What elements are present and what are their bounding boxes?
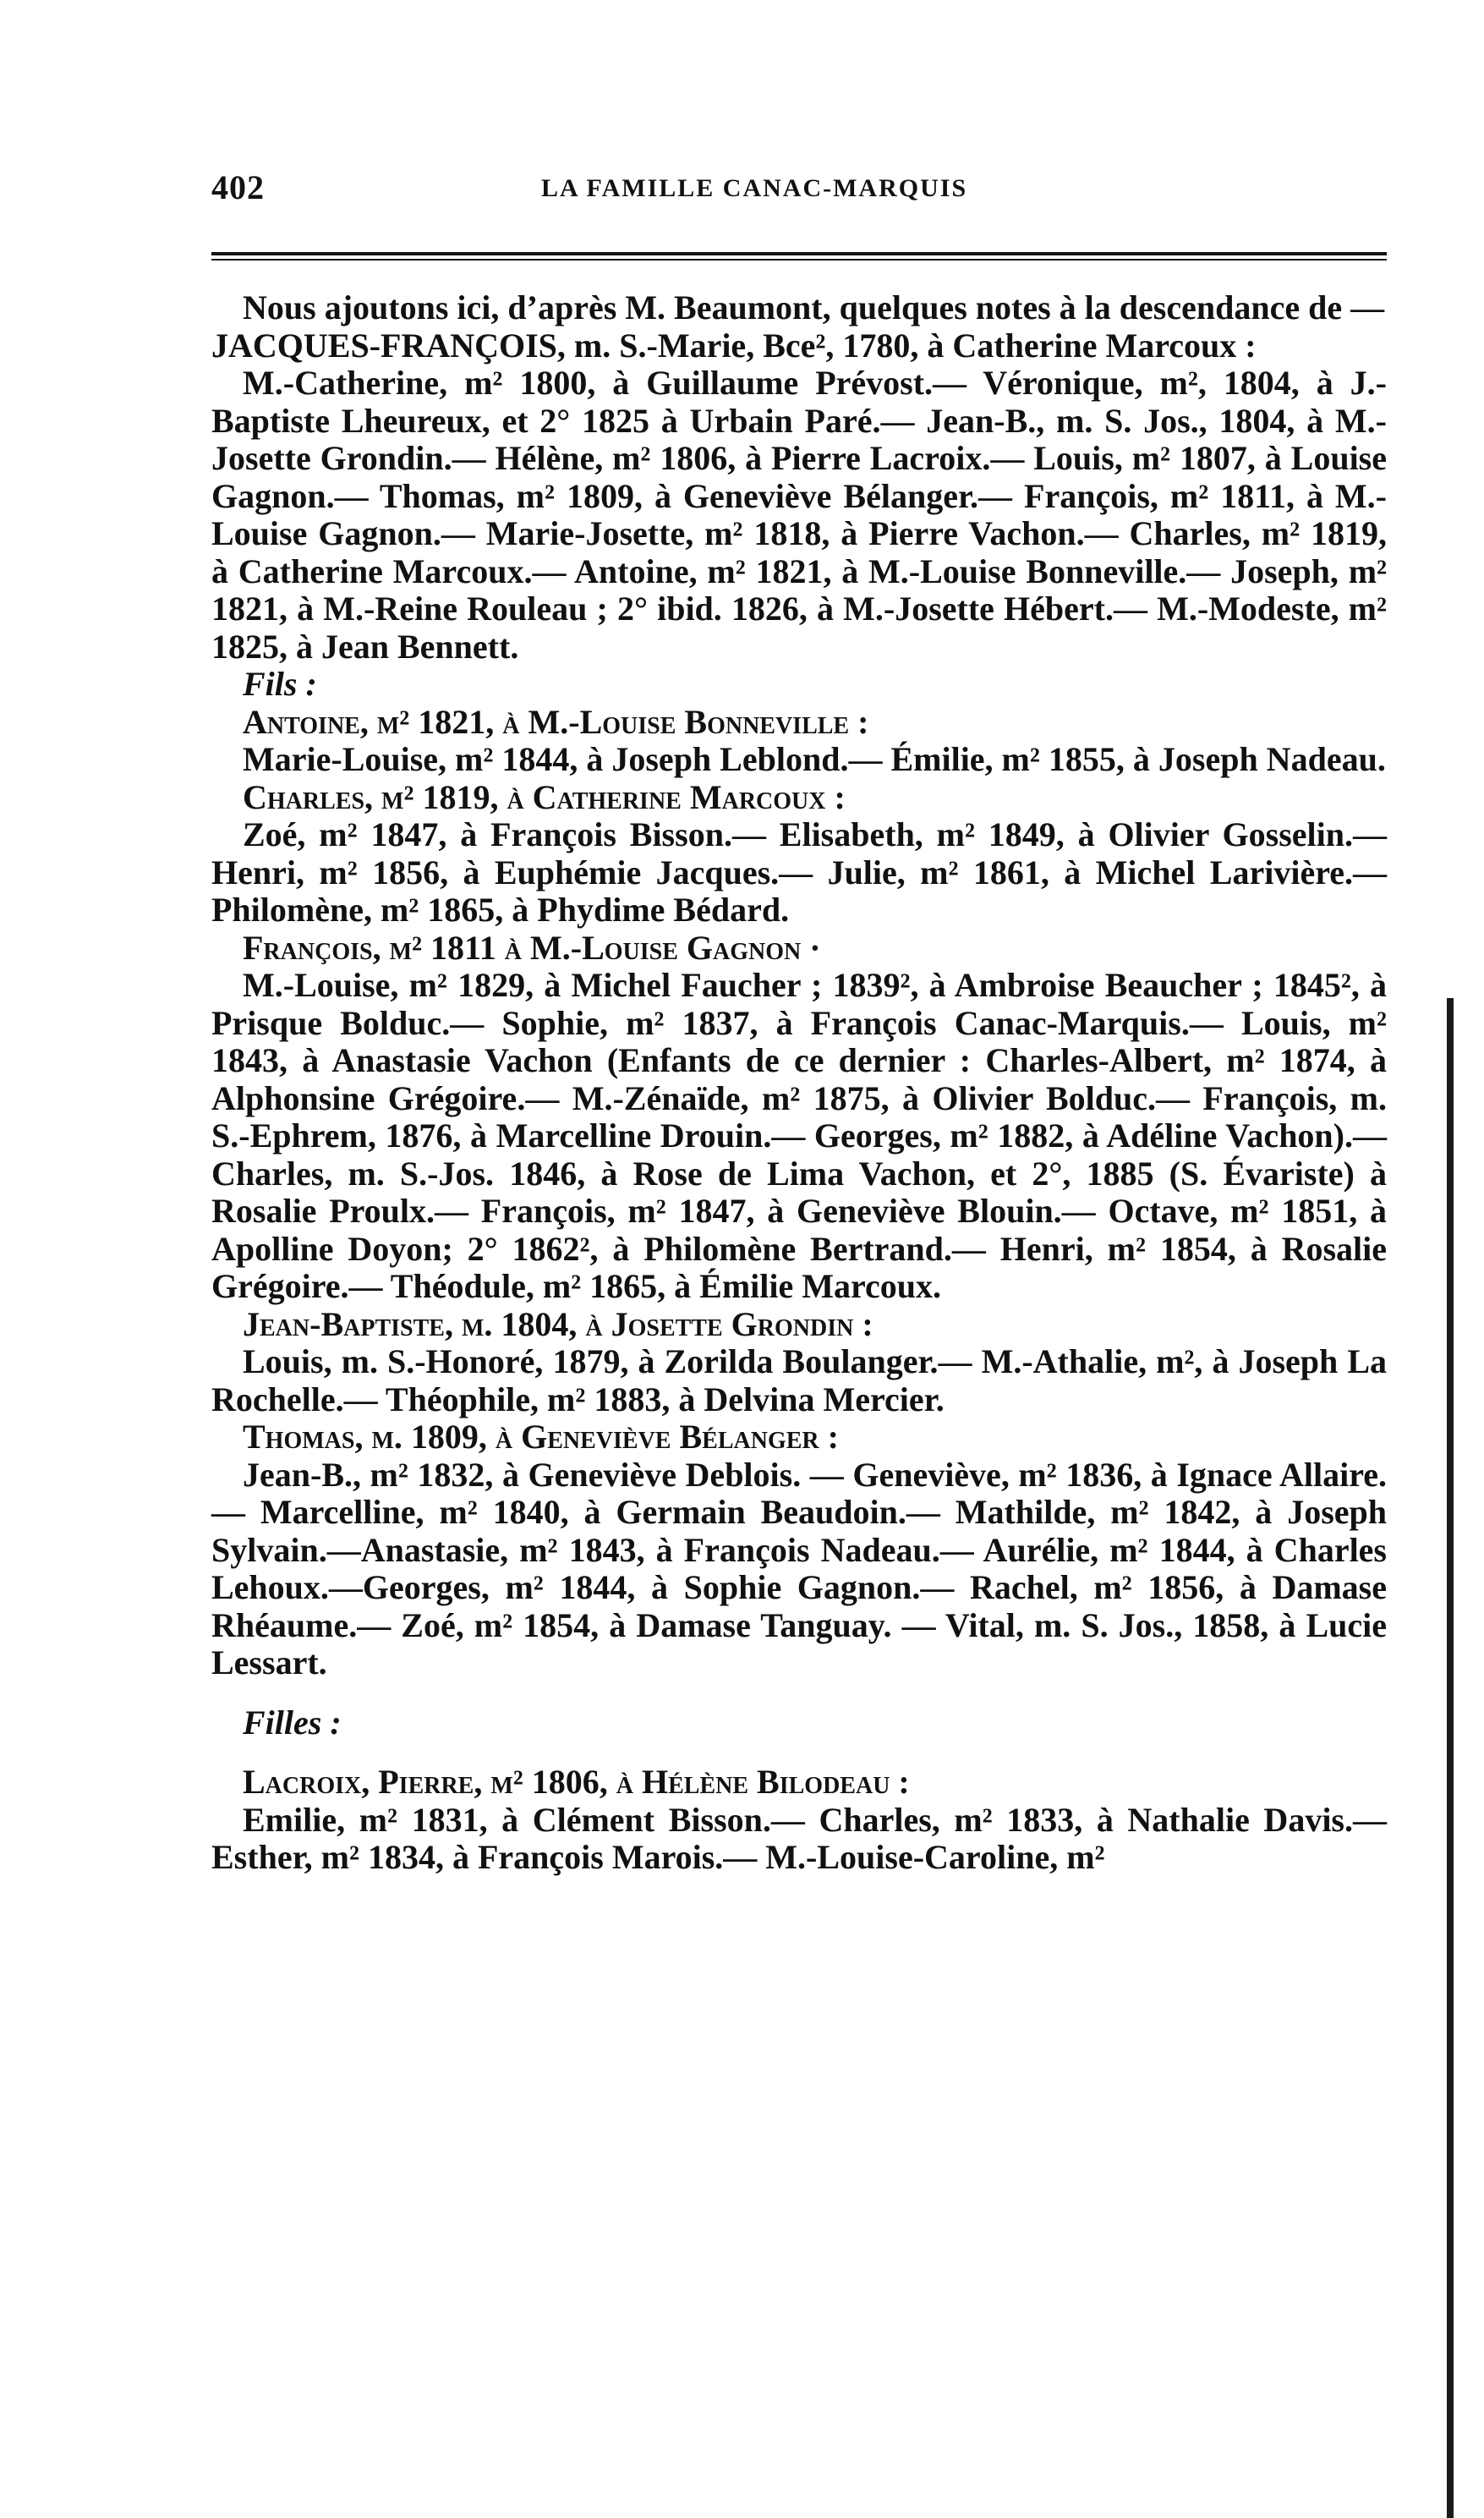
- children-paragraph: Zoé, m² 1847, à François Bisson.— Elisabeth, m² 1849, à Olivier Gosselin.— Henri, m² 1856, à Euphémie Jacques.— Julie, m² 1861, à Michel Larivière.— Philomène, m² 1865, à Phydime Bédard.: [211, 815, 1387, 929]
- section-subhead: Fils :: [243, 665, 317, 703]
- header-rule: [211, 252, 1387, 255]
- section-subhead: Filles :: [243, 1703, 342, 1742]
- family-heading: Antoine, m² 1821, à M.-Louise Bonneville :: [243, 702, 869, 741]
- body-text: [211, 289, 1387, 1877]
- children-paragraph: M.-Louise, m² 1829, à Michel Faucher ; 1839², à Ambroise Beaucher ; 1845², à Prisque Bolduc.— Sophie, m² 1837, à François Canac-Marquis.— Louis, m² 1843, à Anastasie Vachon (Enfants de ce dernier : Charles-Albert, m² 1874, à Alphonsine Grégoire.— M.-Zénaïde, m² 1875, à Olivier Bolduc.— François, m. S.-Ephrem, 1876, à Marcelline Drouin.— Georges, m² 1882, à Adéline Vachon).— Charles, m. S.-Jos. 1846, à Rose de Lima Vachon, et 2°, 1885 (S. Évariste) à Rosalie Proulx.— François, m² 1847, à Geneviève Blouin.— Octave, m² 1851, à Apolline Doyon; 2° 1862², à Philomène Bertrand.— Henri, m² 1854, à Rosalie Grégoire.— Théodule, m² 1865, à Émilie Marcoux.: [211, 966, 1387, 1305]
- page-number: 402: [211, 168, 265, 206]
- intro-paragraph: Nous ajoutons ici, d’après M. Beaumont, quelques notes à la descendance de —: [243, 288, 1385, 326]
- children-paragraph: M.-Catherine, m² 1800, à Guillaume Prévost.— Véronique, m², 1804, à J.-Baptiste Lheureux, et 2° 1825 à Urbain Paré.— Jean-B., m. S. Jos., 1804, à M.-Josette Grondin.— Hélène, m² 1806, à Pierre Lacroix.— Louis, m² 1807, à Louise Gagnon.— Thomas, m² 1809, à Geneviève Bélanger.— François, m² 1811, à M.-Louise Gagnon.— Marie-Josette, m² 1818, à Pierre Vachon.— Charles, m² 1819, à Catherine Marcoux.— Antoine, m² 1821, à M.-Louise Bonneville.— Joseph, m² 1821, à M.-Reine Rouleau ; 2° ibid. 1826, à M.-Josette Hébert.— M.-Modeste, m² 1825, à Jean Bennett.: [211, 364, 1387, 666]
- running-head: LA FAMILLE CANAC-MARQUIS: [541, 174, 968, 202]
- family-heading: Thomas, m. 1809, à Geneviève Bélanger :: [243, 1418, 839, 1456]
- family-heading: Charles, m² 1819, à Catherine Marcoux :: [243, 777, 846, 816]
- children-paragraph: Marie-Louise, m² 1844, à Joseph Leblond.— Émilie, m² 1855, à Joseph Nadeau.: [243, 740, 1386, 778]
- family-heading: Lacroix, Pierre, m² 1806, à Hélène Bilodeau :: [243, 1763, 910, 1801]
- family-heading: Jean-Baptiste, m. 1804, à Josette Grondin :: [243, 1304, 873, 1343]
- family-heading: François, m² 1811 à M.-Louise Gagnon ·: [243, 928, 821, 967]
- page-edge-shadow: [1447, 998, 1454, 2518]
- children-paragraph: Louis, m. S.-Honoré, 1879, à Zorilda Boulanger.— M.-Athalie, m², à Joseph La Rochelle.— Théophile, m² 1883, à Delvina Mercier.: [211, 1342, 1387, 1418]
- children-paragraph: Emilie, m² 1831, à Clément Bisson.— Charles, m² 1833, à Nathalie Davis.— Esther, m² 1834, à François Marois.— M.-Louise-Caroline, m²: [211, 1800, 1387, 1876]
- children-paragraph: Jean-B., m² 1832, à Geneviève Deblois. — Geneviève, m² 1836, à Ignace Allaire.— Marcelline, m² 1840, à Germain Beaudoin.— Mathilde, m² 1842, à Joseph Sylvain.—Anastasie, m² 1843, à François Nadeau.— Aurélie, m² 1844, à Charles Lehoux.—Georges, m² 1844, à Sophie Gagnon.— Rachel, m² 1856, à Damase Rhéaume.— Zoé, m² 1854, à Damase Tanguay. — Vital, m. S. Jos., 1858, à Lucie Lessart.: [211, 1455, 1387, 1681]
- family-heading: JACQUES-FRANÇOIS, m. S.-Marie, Bce², 1780, à Catherine Marcoux :: [211, 326, 1257, 365]
